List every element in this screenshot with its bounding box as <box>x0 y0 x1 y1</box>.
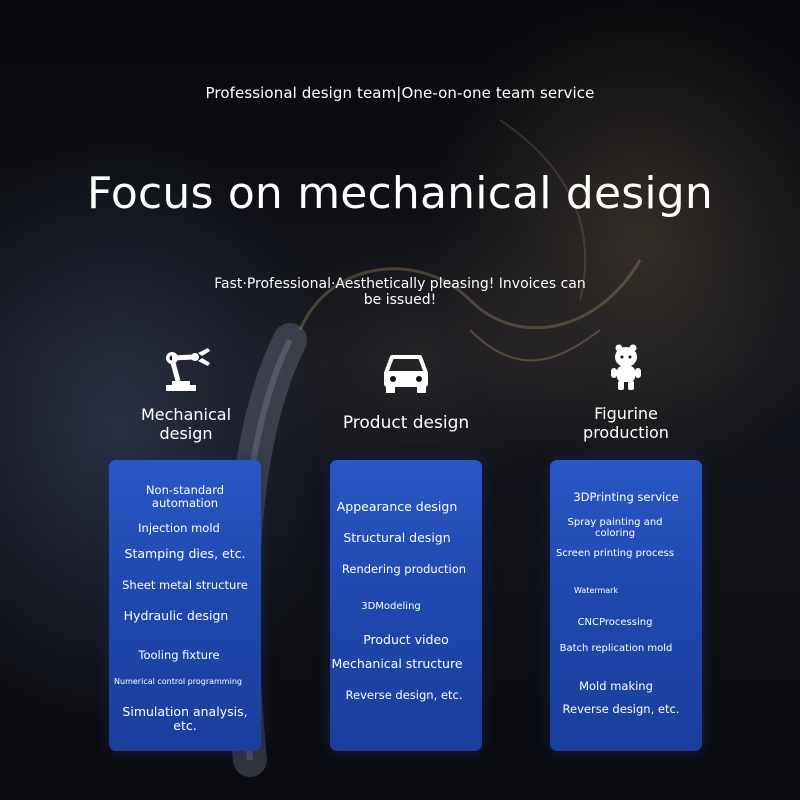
card-item: Sheet metal structure <box>122 578 248 592</box>
robot-arm-icon <box>158 345 214 395</box>
page-title: Focus on mechanical design <box>86 168 714 219</box>
card-item: Numerical control programming <box>114 677 242 686</box>
card-item: 3DModeling <box>361 601 421 612</box>
card-item: Spray painting and coloring <box>567 517 663 540</box>
card-figurine <box>550 460 702 751</box>
column-title-mechanical: Mechanical design <box>140 405 232 443</box>
card-product <box>330 460 482 751</box>
card-item: Screen printing process <box>555 548 675 559</box>
card-item: Mechanical structure <box>331 656 463 671</box>
card-mechanical <box>109 460 261 751</box>
card-item: Rendering production <box>341 562 467 576</box>
card-item: Product video <box>363 632 449 647</box>
card-item: Simulation analysis, etc. <box>122 704 248 733</box>
card-item: Batch replication mold <box>559 643 673 654</box>
card-item: Hydraulic design <box>123 608 229 623</box>
card-item: Watermark <box>573 586 619 595</box>
card-item: Mold making <box>579 679 653 693</box>
card-item: Structural design <box>343 530 451 545</box>
card-item: Tooling fixture <box>138 648 220 662</box>
card-item: 3DPrinting service <box>573 490 679 504</box>
card-item: Appearance design <box>336 499 458 514</box>
header-subtitle: Professional design team|One-on-one team service <box>205 84 595 102</box>
car-icon <box>378 349 434 399</box>
figurine-icon <box>598 343 654 393</box>
column-title-product: Product design <box>342 413 470 433</box>
card-item: Non-standard automation <box>145 483 225 510</box>
card-item: Injection mold <box>138 521 220 535</box>
card-item: Reverse design, etc. <box>562 702 680 716</box>
header-tagline: Fast·Professional·Aesthetically pleasing! Invoices can be issued! <box>214 276 586 308</box>
column-title-figurine: Figurine production <box>583 404 669 442</box>
card-item: CNCProcessing <box>577 617 653 628</box>
card-item: Reverse design, etc. <box>345 688 463 702</box>
card-item: Stamping dies, etc. <box>124 546 246 561</box>
